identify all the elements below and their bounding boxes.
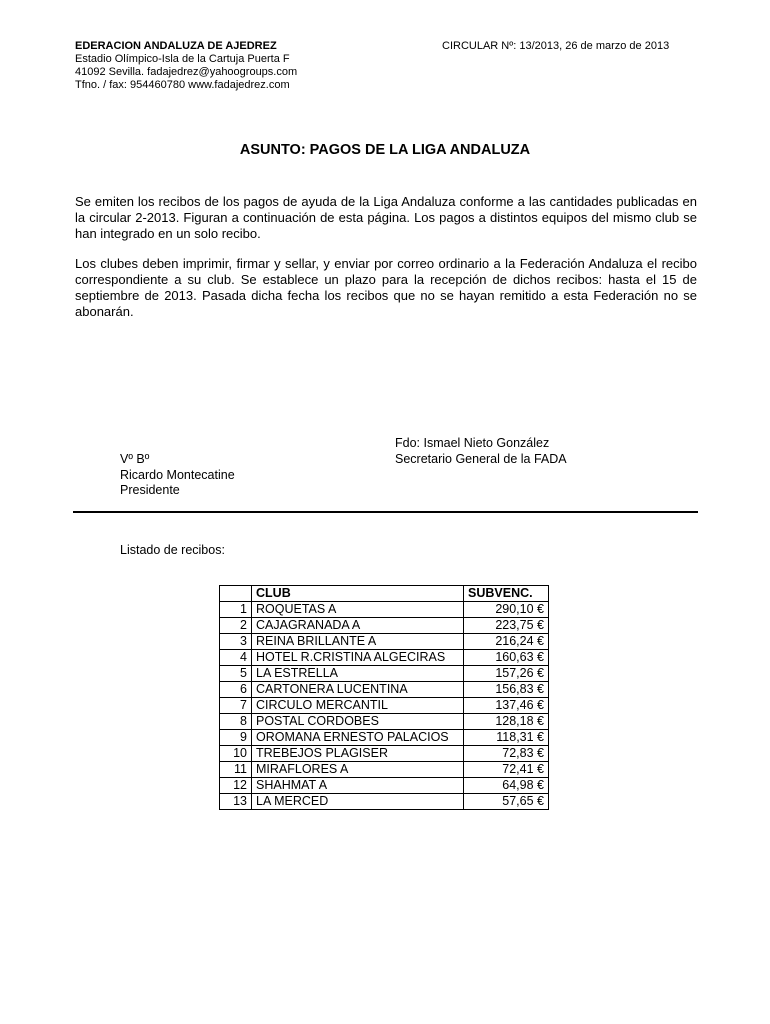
row-club: ROQUETAS A [252, 602, 464, 618]
row-club: CAJAGRANADA A [252, 618, 464, 634]
table-header-row [220, 586, 549, 602]
table-row [220, 794, 549, 810]
row-number: 4 [220, 650, 252, 666]
signature-president-title: Presidente [120, 483, 180, 497]
table-row [220, 730, 549, 746]
letterhead [75, 40, 297, 92]
table-row [220, 682, 549, 698]
row-club: LA MERCED [252, 794, 464, 810]
row-amount: 128,18 € [464, 714, 549, 730]
row-club: REINA BRILLANTE A [252, 634, 464, 650]
row-number: 5 [220, 666, 252, 682]
receipts-table [219, 585, 549, 810]
row-amount: 64,98 € [464, 778, 549, 794]
row-number: 7 [220, 698, 252, 714]
horizontal-divider [73, 511, 698, 513]
row-amount: 216,24 € [464, 634, 549, 650]
table-row [220, 698, 549, 714]
row-number: 8 [220, 714, 252, 730]
header-subvencion: SUBVENC. [464, 586, 549, 602]
paragraph-2: Los clubes deben imprimir, firmar y sellar, y enviar por correo ordinario a la Federación Andaluza el recibo correspondiente a su club. Se establece un plazo para la recepción de dichos recibos: hasta el 15 de septiembre de 2013. Pasada dicha fecha los recibos que no se hayan remitido a esta Federación no se abonarán. [75, 256, 697, 319]
table-row [220, 650, 549, 666]
row-number: 10 [220, 746, 252, 762]
subject-heading: ASUNTO: PAGOS DE LA LIGA ANDALUZA [239, 142, 531, 158]
organization-name: EDERACION ANDALUZA DE AJEDREZ [75, 40, 277, 52]
table-row [220, 602, 549, 618]
row-number: 11 [220, 762, 252, 778]
signature-president [120, 452, 235, 499]
row-amount: 72,83 € [464, 746, 549, 762]
signature-president-name: Ricardo Montecatine [120, 467, 235, 482]
row-number: 6 [220, 682, 252, 698]
row-amount: 157,26 € [464, 666, 549, 682]
list-label: Listado de recibos: [120, 543, 225, 557]
row-amount: 223,75 € [464, 618, 549, 634]
row-amount: 290,10 € [464, 602, 549, 618]
signature-secretary [395, 436, 567, 467]
table-row [220, 746, 549, 762]
row-club: TREBEJOS PLAGISER [252, 746, 464, 762]
address-line-2: 41092 Sevilla. fadajedrez@yahoogroups.com [75, 66, 298, 78]
header-index [220, 586, 252, 602]
table-row [220, 714, 549, 730]
table-row [220, 634, 549, 650]
row-amount: 137,46 € [464, 698, 549, 714]
row-number: 9 [220, 730, 252, 746]
row-amount: 160,63 € [464, 650, 549, 666]
address-line-1: Estadio Olímpico-Isla de la Cartuja Puerta F [75, 53, 290, 65]
row-amount: 72,41 € [464, 762, 549, 778]
signature-approval: Vº Bº [120, 452, 150, 466]
table-row [220, 666, 549, 682]
table-row [220, 762, 549, 778]
row-number: 3 [220, 634, 252, 650]
row-club: POSTAL CORDOBES [252, 714, 464, 730]
row-amount: 57,65 € [464, 794, 549, 810]
contact-line: Tfno. / fax: 954460780 www.fadajedrez.com [75, 79, 290, 91]
row-club: CIRCULO MERCANTIL [252, 698, 464, 714]
row-club: HOTEL R.CRISTINA ALGECIRAS [252, 650, 464, 666]
row-amount: 156,83 € [464, 682, 549, 698]
row-club: MIRAFLORES A [252, 762, 464, 778]
row-number: 2 [220, 618, 252, 634]
table-row [220, 618, 549, 634]
paragraph-1: Se emiten los recibos de los pagos de ayuda de la Liga Andaluza conforme a las cantidades publicadas en la circular 2-2013. Figuran a continuación de esta página. Los pagos a distintos equipos del mismo club se han integrado en un solo recibo. [75, 194, 697, 241]
header-club: CLUB [252, 586, 464, 602]
row-number: 1 [220, 602, 252, 618]
row-number: 12 [220, 778, 252, 794]
row-club: SHAHMAT A [252, 778, 464, 794]
circular-reference: CIRCULAR Nº: 13/2013, 26 de marzo de 2013 [442, 40, 670, 52]
table-row [220, 778, 549, 794]
row-club: OROMANA ERNESTO PALACIOS [252, 730, 464, 746]
row-club: CARTONERA LUCENTINA [252, 682, 464, 698]
signature-secretary-name: Fdo: Ismael Nieto González [395, 436, 550, 450]
row-club: LA ESTRELLA [252, 666, 464, 682]
row-number: 13 [220, 794, 252, 810]
signature-secretary-title: Secretario General de la FADA [395, 451, 567, 466]
row-amount: 118,31 € [464, 730, 549, 746]
